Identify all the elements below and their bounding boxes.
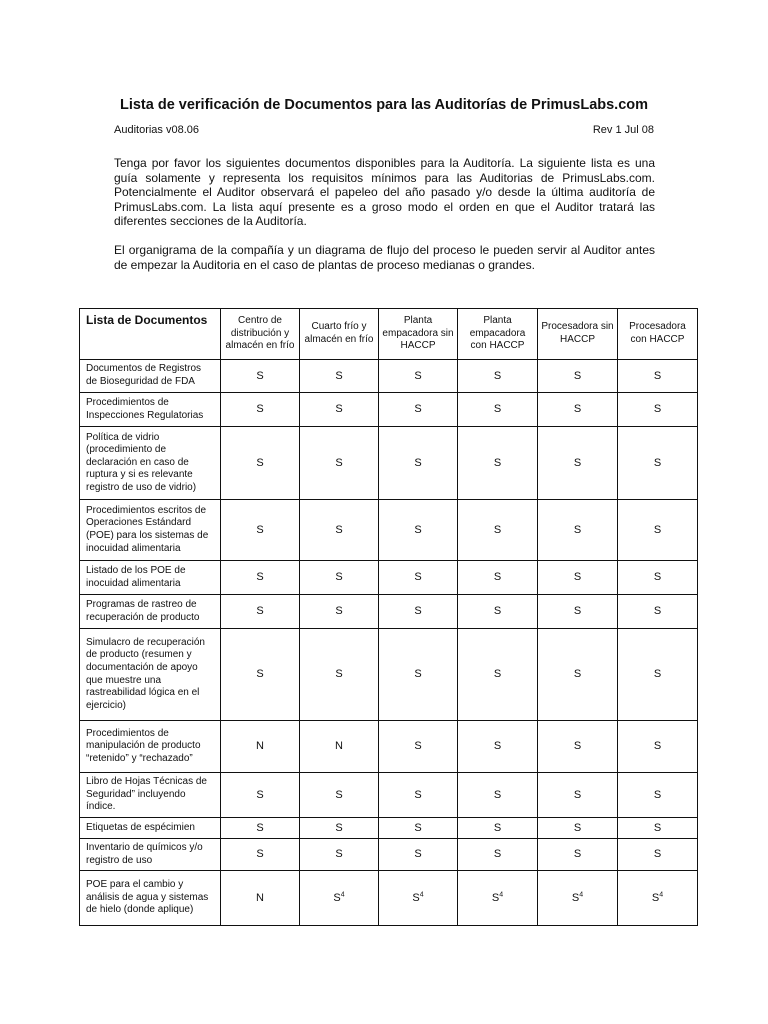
- requirement-value: S: [414, 456, 422, 469]
- requirement-cell: [379, 721, 458, 773]
- requirement-cell: [458, 393, 538, 427]
- requirement-value: S: [653, 403, 662, 416]
- column-header: Centro de distribución y almacén en frío: [221, 309, 300, 360]
- requirement-cell: [300, 427, 379, 500]
- document-name-cell: Procedimientos de Inspecciones Regulatorias: [80, 393, 221, 427]
- requirement-value: S: [256, 668, 264, 681]
- column-header: Procesadora sin HACCP: [538, 309, 618, 360]
- revision-date: Rev 1 Jul 08: [592, 124, 654, 136]
- requirement-value: S: [256, 848, 264, 861]
- requirement-value: S: [414, 369, 422, 382]
- requirement-cell: [379, 773, 458, 818]
- requirement-value: S: [571, 891, 580, 904]
- requirement-value: S: [573, 848, 582, 861]
- requirement-cell: [538, 818, 618, 839]
- document-name-cell: Programas de rastreo de recuperación de producto: [80, 595, 221, 629]
- intro-paragraph-2: El organigrama de la compañía y un diagrama de flujo del proceso le pueden servir al Auditor antes de empezar la Auditoria en el caso de plantas de proceso medianas o grandes.: [114, 243, 655, 272]
- table-row: [80, 629, 698, 721]
- requirement-value: S: [493, 571, 502, 584]
- requirement-value: S: [335, 788, 343, 801]
- requirement-cell: [618, 360, 698, 393]
- requirement-value: S: [256, 523, 264, 536]
- footnote-marker: 4: [659, 891, 664, 899]
- document-name-cell: Simulacro de recuperación de producto (resumen y documentación de apoyo que muestre una rastreabilidad lógica en el ejercicio): [80, 629, 221, 721]
- requirement-cell: [458, 839, 538, 871]
- requirement-cell: [221, 871, 300, 926]
- requirement-cell: [618, 721, 698, 773]
- footnote-marker: 4: [419, 891, 424, 899]
- requirement-cell: [538, 871, 618, 926]
- requirement-value: S: [651, 891, 660, 904]
- requirement-cell: [300, 773, 379, 818]
- requirement-cell: [379, 595, 458, 629]
- document-name-cell: Documentos de Registros de Bioseguridad de FDA: [80, 360, 221, 393]
- table-row: [80, 360, 698, 393]
- requirement-cell: [618, 561, 698, 595]
- requirement-cell: [618, 393, 698, 427]
- requirement-cell: [538, 427, 618, 500]
- requirement-value: S: [653, 369, 662, 382]
- document-name-cell: Procedimientos de manipulación de producto “retenido” y “rechazado”: [80, 721, 221, 773]
- requirement-value: S: [256, 605, 264, 618]
- requirement-value: S: [653, 740, 662, 753]
- requirement-cell: [300, 629, 379, 721]
- document-name-cell: Libro de Hojas Técnicas de Seguridad” incluyendo índice.: [80, 773, 221, 818]
- footnote-marker: 4: [499, 891, 504, 899]
- requirement-value: S: [335, 456, 343, 469]
- intro-paragraph-1: Tenga por favor los siguientes documentos disponibles para la Auditoría. La siguiente lista es una guía solamente y representa los requisitos mínimos para las Auditorias de PrimusLabs.com. Potencialmente el Auditor observará el papeleo del año pasado y/o desde la última auditoría de PrimusLabs.com. La lista aquí presente es a groso modo el orden en que el Auditor tratará las diferentes secciones de la Auditoría.: [114, 156, 655, 229]
- requirement-cell: [379, 500, 458, 561]
- requirement-value: S: [653, 821, 662, 834]
- table-row: [80, 427, 698, 500]
- requirement-value: S: [256, 456, 264, 469]
- requirement-cell: [300, 839, 379, 871]
- requirement-value: S: [573, 788, 582, 801]
- requirement-cell: [221, 360, 300, 393]
- footnote-marker: 4: [579, 891, 584, 899]
- requirement-cell: [458, 721, 538, 773]
- requirement-value: S: [653, 605, 662, 618]
- table-row: [80, 773, 698, 818]
- requirement-value: S: [493, 403, 502, 416]
- requirement-cell: [221, 427, 300, 500]
- table-row: [80, 595, 698, 629]
- requirement-value: S: [414, 848, 422, 861]
- requirement-value: S: [573, 668, 582, 681]
- requirement-value: S: [493, 848, 502, 861]
- requirement-cell: [379, 393, 458, 427]
- requirement-cell: [618, 818, 698, 839]
- document-name-cell: Procedimientos escritos de Operaciones Estándard (POE) para los sistemas de inocuidad alimentaria: [80, 500, 221, 561]
- requirement-value: S: [414, 403, 422, 416]
- requirement-value: S: [493, 456, 502, 469]
- requirement-cell: [379, 360, 458, 393]
- footnote-marker: 4: [340, 891, 345, 899]
- requirement-value: S: [256, 571, 264, 584]
- requirement-value: S: [573, 571, 582, 584]
- requirement-cell: [379, 839, 458, 871]
- requirement-cell: [221, 595, 300, 629]
- requirement-value: S: [573, 605, 582, 618]
- requirement-value: S: [412, 891, 420, 904]
- column-header: Planta empacadora con HACCP: [458, 309, 538, 360]
- table-row: [80, 721, 698, 773]
- requirement-value: S: [573, 369, 582, 382]
- requirement-cell: [618, 839, 698, 871]
- requirement-cell: [300, 595, 379, 629]
- requirement-cell: [379, 629, 458, 721]
- requirement-value: S: [493, 740, 502, 753]
- requirement-value: S: [653, 456, 662, 469]
- requirement-cell: [618, 500, 698, 561]
- table-row: [80, 393, 698, 427]
- requirement-value: S: [493, 605, 502, 618]
- requirement-value: N: [335, 740, 343, 753]
- requirement-value: S: [414, 571, 422, 584]
- table-row: [80, 818, 698, 839]
- requirement-cell: [221, 721, 300, 773]
- requirement-cell: [538, 500, 618, 561]
- requirement-cell: [458, 595, 538, 629]
- requirement-cell: [618, 871, 698, 926]
- requirement-value: S: [256, 403, 264, 416]
- requirement-cell: [458, 500, 538, 561]
- requirement-value: S: [573, 740, 582, 753]
- requirement-value: S: [335, 848, 343, 861]
- requirement-value: N: [256, 740, 264, 753]
- document-title: Lista de verificación de Documentos para las Auditorías de PrimusLabs.com: [119, 97, 649, 113]
- requirement-cell: [458, 427, 538, 500]
- requirement-value: S: [491, 891, 500, 904]
- requirement-cell: [300, 721, 379, 773]
- requirement-cell: [538, 360, 618, 393]
- column-header: Planta empacadora sin HACCP: [379, 309, 458, 360]
- requirement-cell: [618, 427, 698, 500]
- requirement-cell: [618, 629, 698, 721]
- requirement-value: S: [653, 848, 662, 861]
- requirement-cell: [221, 500, 300, 561]
- requirement-value: S: [493, 788, 502, 801]
- requirement-value: S: [493, 523, 502, 536]
- requirement-value: S: [335, 403, 343, 416]
- requirement-cell: [458, 629, 538, 721]
- document-name-cell: Inventario de químicos y/o registro de uso: [80, 839, 221, 871]
- requirement-cell: [379, 871, 458, 926]
- column-header: Cuarto frío y almacén en frío: [300, 309, 379, 360]
- requirement-value: S: [653, 571, 662, 584]
- requirement-cell: [221, 839, 300, 871]
- table-row: [80, 871, 698, 926]
- requirement-value: S: [493, 369, 502, 382]
- requirement-cell: [300, 393, 379, 427]
- requirement-value: S: [414, 788, 422, 801]
- requirement-cell: [300, 818, 379, 839]
- requirement-value: S: [256, 369, 264, 382]
- audit-version: Auditorias v08.06: [114, 124, 199, 136]
- requirement-value: S: [493, 821, 502, 834]
- requirement-cell: [538, 773, 618, 818]
- requirement-cell: [538, 393, 618, 427]
- document-name-cell: Etiquetas de espécimien: [80, 818, 221, 839]
- requirement-cell: [538, 629, 618, 721]
- requirement-value: S: [653, 788, 662, 801]
- requirement-cell: [221, 818, 300, 839]
- column-header: Lista de Documentos: [80, 309, 221, 360]
- requirement-cell: [300, 360, 379, 393]
- requirement-cell: [221, 561, 300, 595]
- requirement-cell: [458, 773, 538, 818]
- requirement-cell: [538, 721, 618, 773]
- table-row: [80, 561, 698, 595]
- requirement-cell: [618, 773, 698, 818]
- documents-table: [79, 308, 698, 926]
- table-row: [80, 500, 698, 561]
- requirement-cell: [300, 561, 379, 595]
- requirement-value: S: [256, 821, 264, 834]
- requirement-cell: [300, 500, 379, 561]
- requirement-value: S: [414, 605, 422, 618]
- requirement-value: S: [414, 740, 422, 753]
- column-header: Procesadora con HACCP: [618, 309, 698, 360]
- requirement-value: S: [573, 523, 582, 536]
- requirement-cell: [538, 561, 618, 595]
- requirement-value: S: [414, 523, 422, 536]
- requirement-value: S: [256, 788, 264, 801]
- requirement-value: S: [335, 571, 343, 584]
- requirement-cell: [538, 595, 618, 629]
- requirement-cell: [300, 871, 379, 926]
- requirement-cell: [221, 393, 300, 427]
- requirement-value: S: [335, 605, 343, 618]
- requirement-cell: [379, 818, 458, 839]
- requirement-cell: [458, 360, 538, 393]
- requirement-value: S: [653, 668, 662, 681]
- document-name-cell: Listado de los POE de inocuidad alimentaria: [80, 561, 221, 595]
- requirement-cell: [538, 839, 618, 871]
- requirement-value: S: [335, 668, 343, 681]
- requirement-cell: [618, 595, 698, 629]
- requirement-value: S: [414, 821, 422, 834]
- requirement-cell: [221, 773, 300, 818]
- document-name-cell: Política de vidrio (procedimiento de declaración en caso de ruptura y si es relevante registro de uso de vidrio): [80, 427, 221, 500]
- requirement-cell: [221, 629, 300, 721]
- requirement-cell: [458, 871, 538, 926]
- requirement-value: S: [414, 668, 422, 681]
- requirement-cell: [379, 561, 458, 595]
- document-name-cell: POE para el cambio y análisis de agua y sistemas de hielo (donde aplique): [80, 871, 221, 926]
- requirement-value: S: [573, 821, 582, 834]
- table-header-row: [80, 309, 698, 360]
- requirement-cell: [458, 818, 538, 839]
- requirement-value: S: [573, 403, 582, 416]
- requirement-value: N: [256, 891, 264, 904]
- requirement-value: S: [335, 523, 343, 536]
- requirement-value: S: [493, 668, 502, 681]
- requirement-value: S: [573, 456, 582, 469]
- requirement-cell: [379, 427, 458, 500]
- requirement-value: S: [653, 523, 662, 536]
- requirement-value: S: [335, 821, 343, 834]
- requirement-value: S: [335, 369, 343, 382]
- table-row: [80, 839, 698, 871]
- requirement-cell: [458, 561, 538, 595]
- requirement-value: S: [333, 891, 341, 904]
